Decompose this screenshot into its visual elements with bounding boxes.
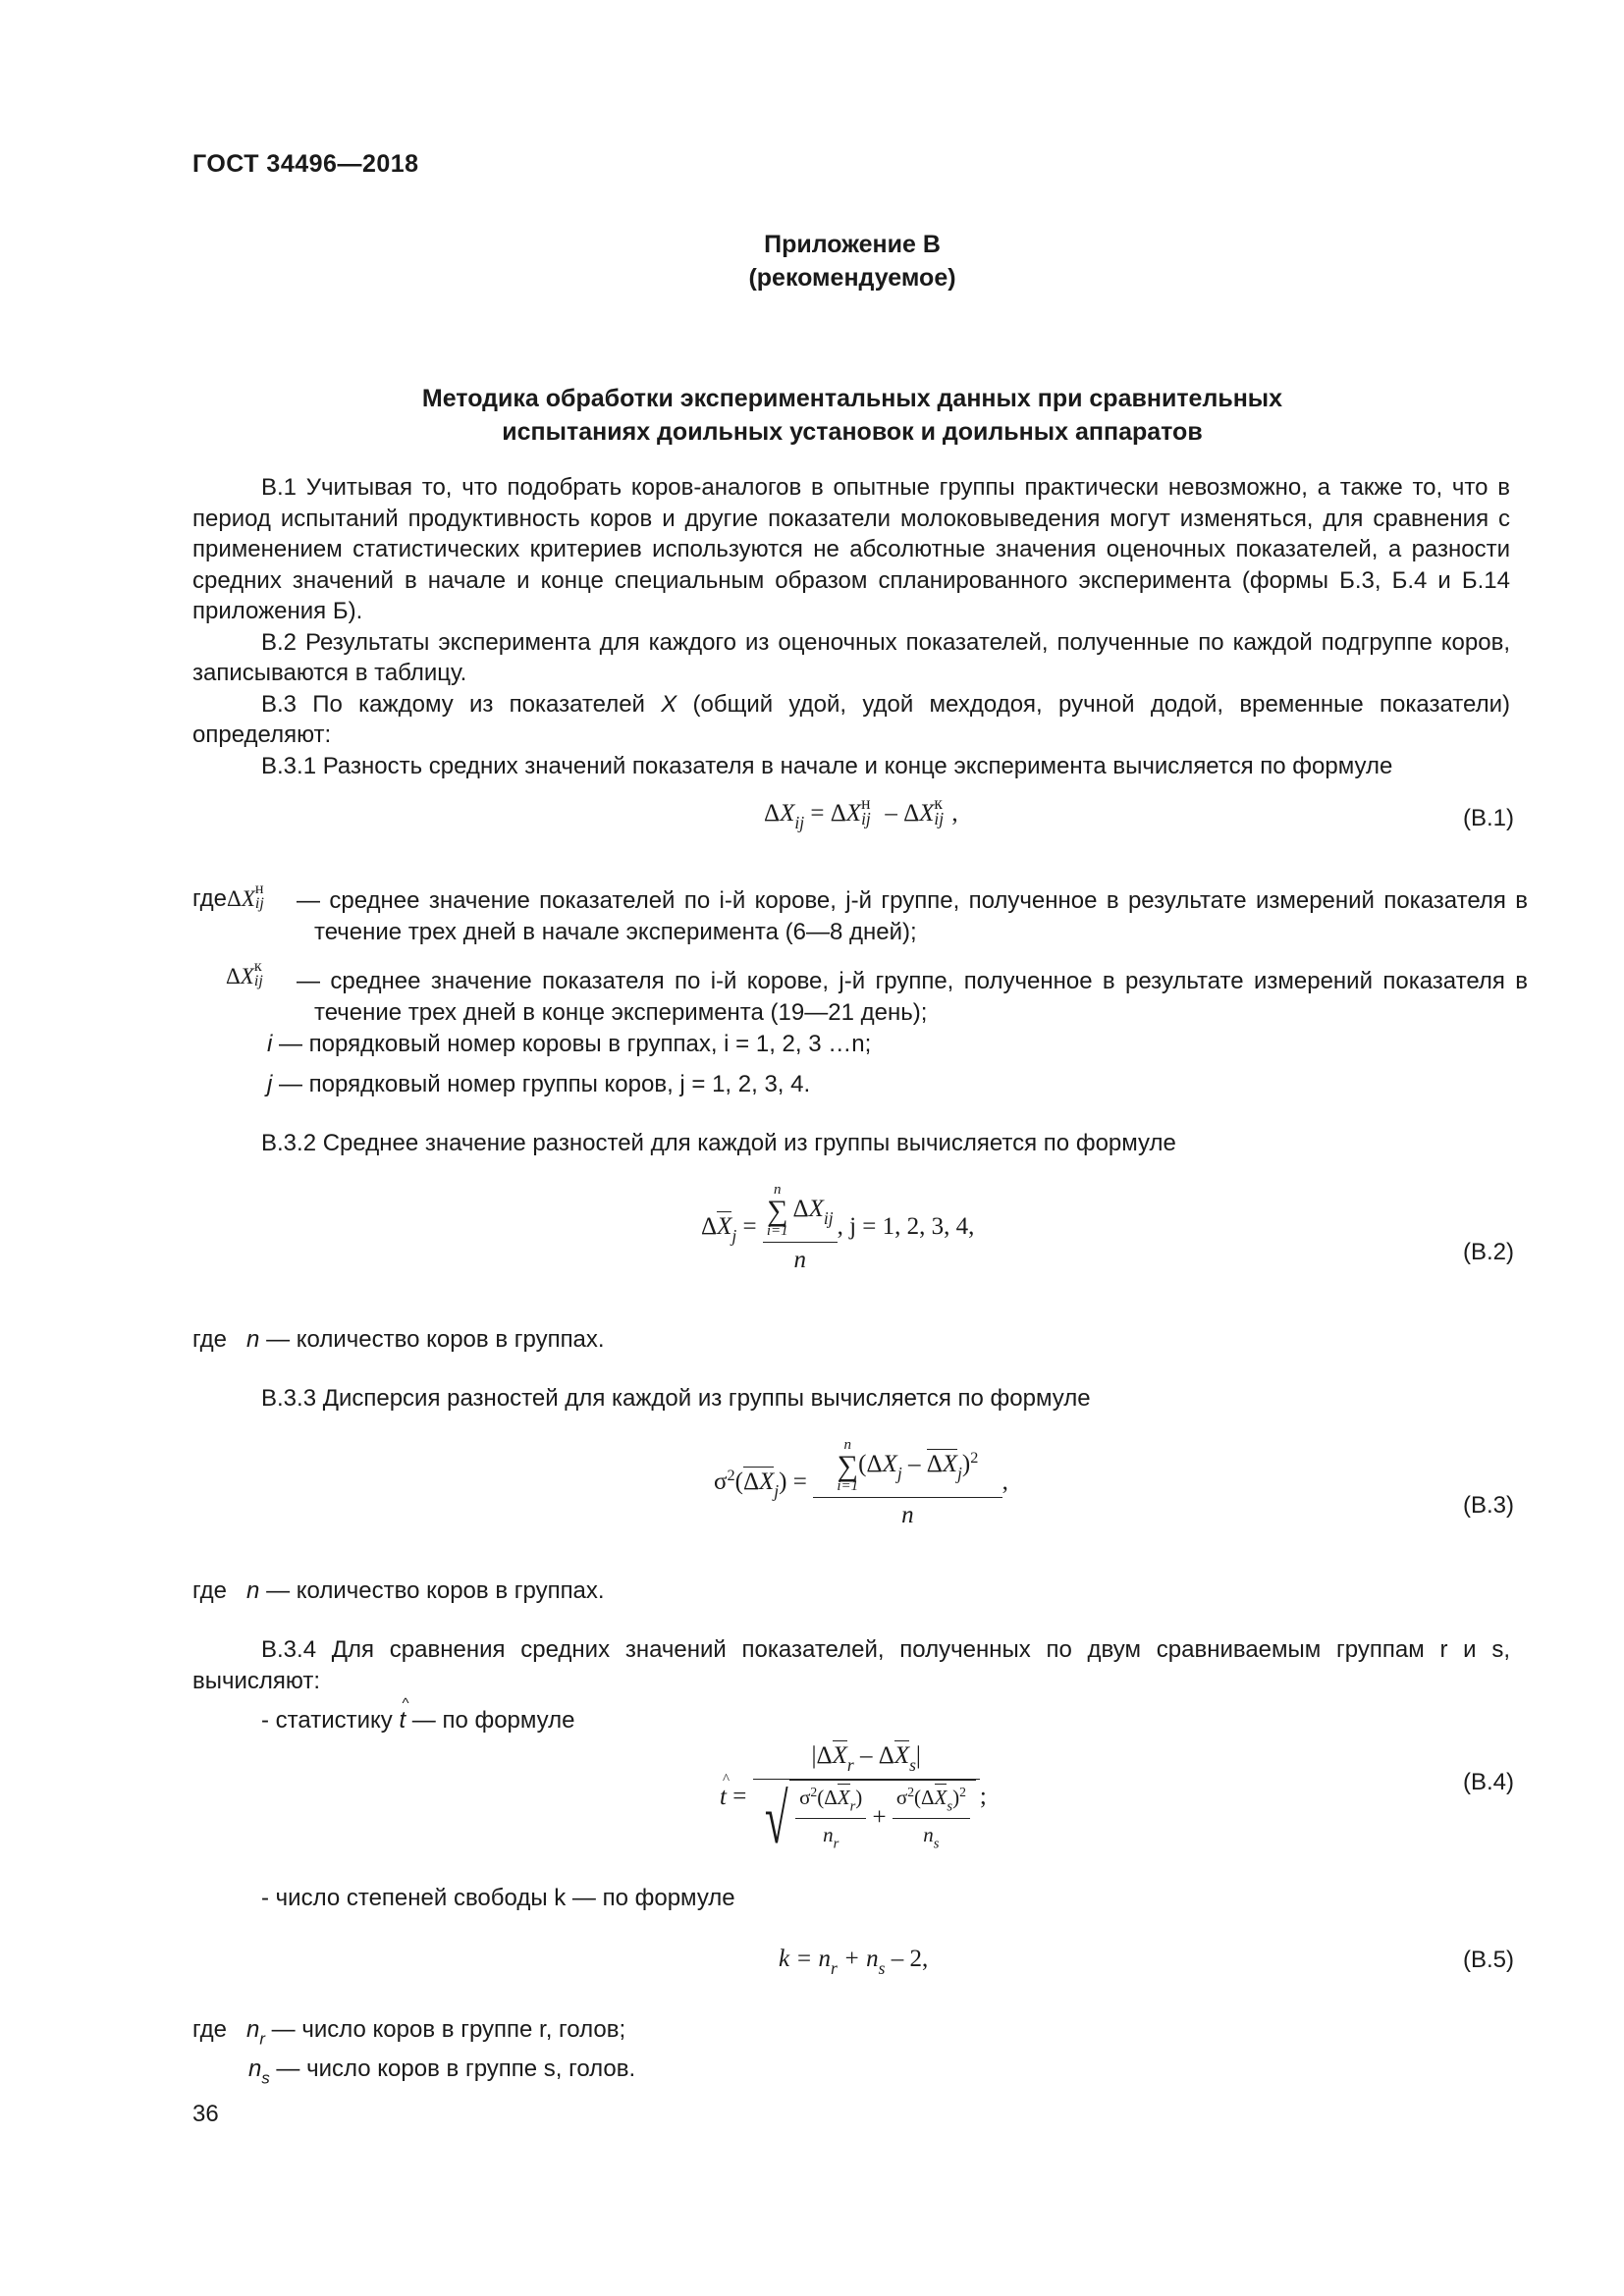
equation-b1-number: (В.1) xyxy=(1463,805,1515,831)
equation-b3-fraction: n ∑ i=1 $(\Delta X_j - \Delta X_j)^2$ n xyxy=(813,1438,1002,1529)
section-title-line1: Методика обработки экспериментальных данных при сравнительных xyxy=(421,385,1283,412)
where-label: где xyxy=(192,2016,228,2043)
equation-b1: $\Delta X_{ij} = \Delta X$ н ij – ΔX к ij , xyxy=(764,793,958,832)
def-b1-1: — среднее значение показателей по i-й корове, j-й группе, полученное в результате измерений показателя в течение трех дней в начале эксперимента (6—8 дней); xyxy=(297,887,1528,945)
paragraph-b31: В.3.1 Разность средних значений показателя в начале и конце эксперимента вычисляется по формуле xyxy=(261,752,1393,779)
equation-b2-number: (В.2) xyxy=(1463,1239,1515,1265)
equation-b5-part2: + n xyxy=(837,1946,879,1972)
equation-b4-fraction: $|\Delta X_r - \Delta X_s|$ √ $\frac{\sigma^2(\Delta X_r)}{n_r}$ + $\frac{\sigma^2(\Delta X_s)^2}{n_s}$ xyxy=(753,1742,980,1854)
body-intro xyxy=(192,472,1510,781)
def-b1-3: i — порядковый номер коровы в группах, i = 1, 2, 3 …n; xyxy=(267,1031,872,1057)
appendix-status: (рекомендуемое) xyxy=(748,264,956,292)
list-item-statistic-post: — по формуле xyxy=(406,1707,575,1734)
def-b1-4: j — порядковый номер группы коров, j = 1, 2, 3, 4. xyxy=(267,1071,811,1097)
def-b5-2-text: — число коров в группе s, голов. xyxy=(276,2056,636,2082)
equation-b4-number: (В.4) xyxy=(1463,1769,1515,1795)
where-label: где xyxy=(192,1326,228,1353)
def-b1-2: — среднее значение показателя по i-й корове, j-й группе, полученное в результате измерений показателя в течение трех дней в конце эксперимента (19—21 день); xyxy=(297,968,1528,1026)
list-item-degrees: - число степеней свободы k — по формуле xyxy=(261,1885,735,1911)
page-number: 36 xyxy=(192,2101,219,2127)
paragraph-b34: В.3.4 Для сравнения средних значений показателей, полученных по двум сравниваемым группам r и s, вычисляют: xyxy=(192,1636,1510,1694)
def-b3-var: n xyxy=(246,1577,260,1604)
equation-b5-number: (В.5) xyxy=(1463,1947,1515,1973)
def-b2-text: — количество коров в группах. xyxy=(266,1326,605,1353)
equation-b3: $\sigma^2(\Delta X_j)$ = n ∑ i=1 $(\Delta X_j - \Delta X_j)^2$ n , xyxy=(714,1437,1008,1528)
paragraph-b32: В.3.2 Среднее значение разностей для каждой из группы вычисляется по формуле xyxy=(261,1130,1176,1156)
equation-b3-number: (В.3) xyxy=(1463,1492,1515,1519)
where-label: где xyxy=(192,885,228,912)
defs-b2 xyxy=(192,1326,605,1354)
paragraph-b2: В.2 Результаты эксперимента для каждого из оценочных показателей, полученные по каждой подгруппе коров, записываются в таблицу. xyxy=(192,628,1510,686)
equation-b5: $k = n_r + n_s - 2$, xyxy=(779,1946,929,1978)
paragraph-b33: В.3.3 Дисперсия разностей для каждой из группы вычисляется по формуле xyxy=(261,1385,1091,1412)
def-b1-2-symbol: ΔX к ij xyxy=(226,958,263,989)
equation-b5-part1: k = n xyxy=(779,1946,831,1972)
defs-b5-2: $n_s$ — число коров в группе s, голов. xyxy=(248,2056,636,2088)
def-b2-var: n xyxy=(246,1326,260,1353)
equation-b5-part3: – 2, xyxy=(885,1946,929,1972)
appendix-title: Приложение В xyxy=(764,231,941,258)
paragraph-b3-var: X xyxy=(661,690,677,718)
defs-b5-1: где $n_r$ — число коров в группе r, голов; xyxy=(192,2016,626,2049)
paragraph-b3-post: (общий удой, удой мехдодоя, ручной додой, временные показатели) определяют: xyxy=(192,690,1510,748)
defs-b1-where: гдеΔX н ij xyxy=(192,881,264,912)
where-label: где xyxy=(192,1577,228,1604)
def-b1-4-text: — порядковый номер группы коров, j = 1, 2, 3, 4. xyxy=(279,1071,811,1097)
list-item-statistic-pre: - статистику xyxy=(261,1707,400,1734)
defs-b3 xyxy=(192,1577,605,1605)
list-item-statistic: - статистику ^ t — по формуле xyxy=(261,1707,575,1735)
def-b1-3-text: — порядковый номер коровы в группах, i = 1, 2, 3 …n; xyxy=(279,1031,872,1057)
equation-b4: ^ t = $|\Delta X_r - \Delta X_s|$ √ $\frac{\sigma^2(\Delta X_r)}{n_r}$ + $\frac{\sigma^2(\Delta X_s)^2}{n_s}$ ; xyxy=(720,1742,987,1854)
equation-b2-tail: , j = 1, 2, 3, 4, xyxy=(837,1213,975,1241)
def-b5-1-text: — число коров в группе r, голов; xyxy=(271,2016,626,2043)
paragraph-b1: В.1 Учитывая то, что подобрать коров-аналогов в опытные группы практически невозможно, а также то, что в период испытаний продуктивность коров и другие показатели молоковыведения могут изменяться, для сравнения с применением статистических критериев используются не абсолютные значения оценочных показателей, а разности средних значений в начале и конце специальным образом спланированного эксперимента (формы Б.3, Б.4 и Б.14 приложения Б). xyxy=(192,474,1510,624)
def-b3-text: — количество коров в группах. xyxy=(266,1577,605,1604)
paragraph-b3-pre: В.3 По каждому из показателей xyxy=(261,690,662,718)
standard-header: ГОСТ 34496—2018 xyxy=(192,150,419,178)
equation-b2: $\Delta X_j$ = n ∑ i=1 $\Delta X_{ij}$ n , j = 1, 2, 3, 4, xyxy=(701,1182,975,1273)
paragraph-b3 xyxy=(192,689,1510,751)
equation-b2-fraction: n ∑ i=1 $\Delta X_{ij}$ n xyxy=(763,1183,838,1274)
section-title-line2: испытаниях доильных установок и доильных аппаратов xyxy=(502,418,1203,446)
